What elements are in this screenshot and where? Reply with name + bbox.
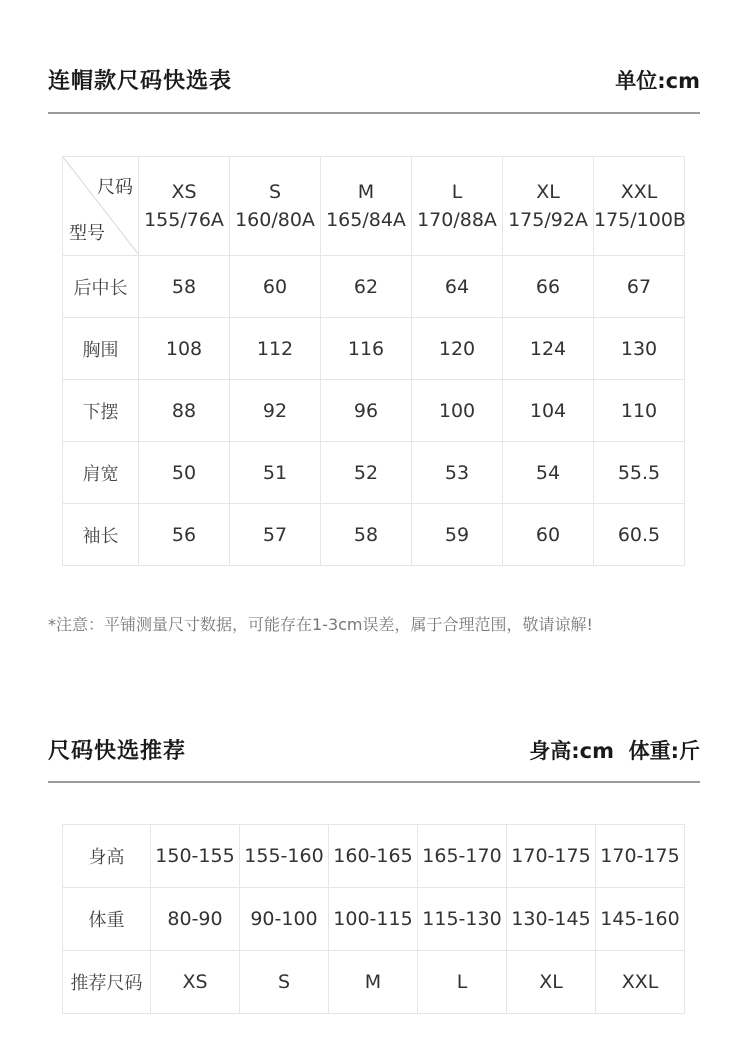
row-header: 体重 [63,888,151,951]
table-cell: 124 [503,318,594,380]
size-label: S [268,180,282,203]
corner-cell [63,157,139,256]
table-cell: 50 [139,442,230,504]
size-header-cell [594,157,685,256]
table-cell: 150-155 [151,825,240,888]
size-header-cell [503,157,594,256]
table-cell: 64 [412,256,503,318]
recommend-section-divider [48,781,700,783]
table-cell: 80-90 [151,888,240,951]
table-cell: 108 [139,318,230,380]
table-row [63,504,685,566]
table-cell: 60.5 [594,504,685,566]
recommend-section-header [48,734,700,765]
size-spec: 170/88A [417,209,497,231]
table-cell: 57 [230,504,321,566]
size-label: XS [171,180,197,203]
table-cell: 58 [321,504,412,566]
table-row [63,825,685,888]
size-section-unit: 单位:cm [615,69,700,93]
table-row [63,318,685,380]
table-cell: 110 [594,380,685,442]
table-cell: 120 [412,318,503,380]
size-recommend-table [62,824,685,1014]
table-cell: 170-175 [596,825,685,888]
table-cell: 115-130 [418,888,507,951]
table-cell: 67 [594,256,685,318]
recommend-section-title: 尺码快选推荐 [48,739,187,764]
table-cell: 52 [321,442,412,504]
table-cell: 53 [412,442,503,504]
corner-model-label: 型号 [69,223,105,244]
table-row [63,442,685,504]
table-cell: XS [151,951,240,1014]
table-cell: 112 [230,318,321,380]
table-cell: 104 [503,380,594,442]
table-cell: 56 [139,504,230,566]
table-cell: 59 [412,504,503,566]
table-cell: 170-175 [507,825,596,888]
table-cell: 60 [503,504,594,566]
size-label: XXL [620,180,658,203]
table-cell: 60 [230,256,321,318]
table-cell: 145-160 [596,888,685,951]
row-header: 胸围 [63,318,139,380]
row-header: 后中长 [63,256,139,318]
size-spec: 155/76A [144,209,224,231]
size-header-cell [321,157,412,256]
size-spec: 165/84A [326,209,406,231]
size-section-title: 连帽款尺码快选表 [48,69,233,94]
table-cell: 90-100 [240,888,329,951]
size-spec: 175/100B [594,209,686,231]
size-label: XL [536,180,560,203]
table-cell: 58 [139,256,230,318]
table-cell: 155-160 [240,825,329,888]
table-cell: 92 [230,380,321,442]
table-cell: L [418,951,507,1014]
table-cell: 88 [139,380,230,442]
row-header: 肩宽 [63,442,139,504]
table-cell: 165-170 [418,825,507,888]
table-cell: XXL [596,951,685,1014]
size-header-cell [412,157,503,256]
table-cell: 130 [594,318,685,380]
table-cell: 66 [503,256,594,318]
table-cell: S [240,951,329,1014]
row-header: 身高 [63,825,151,888]
size-chart-table [62,156,685,566]
table-cell: M [329,951,418,1014]
size-header-cell [230,157,321,256]
size-section-divider [48,112,700,114]
table-cell: 160-165 [329,825,418,888]
size-spec: 160/80A [235,209,315,231]
size-label: L [451,180,463,203]
size-spec: 175/92A [508,209,588,231]
table-cell: 54 [503,442,594,504]
table-cell: 96 [321,380,412,442]
table-row [63,256,685,318]
size-label: M [357,180,375,203]
table-row [63,888,685,951]
table-cell: 51 [230,442,321,504]
measurement-note: *注意：平铺测量尺寸数据，可能存在1-3cm误差，属于合理范围，敬请谅解! [48,615,593,634]
row-header: 袖长 [63,504,139,566]
size-section-header [48,64,700,95]
table-row [63,380,685,442]
corner-size-label: 尺码 [97,177,133,198]
table-cell: 130-145 [507,888,596,951]
table-cell: 55.5 [594,442,685,504]
size-header-cell [139,157,230,256]
table-cell: 100-115 [329,888,418,951]
table-cell: XL [507,951,596,1014]
table-row [63,951,685,1014]
recommend-section-unit: 身高:cm 体重:斤 [529,739,700,763]
table-cell: 62 [321,256,412,318]
row-header: 推荐尺码 [63,951,151,1014]
table-cell: 100 [412,380,503,442]
row-header: 下摆 [63,380,139,442]
size-header-row [63,157,685,256]
table-cell: 116 [321,318,412,380]
